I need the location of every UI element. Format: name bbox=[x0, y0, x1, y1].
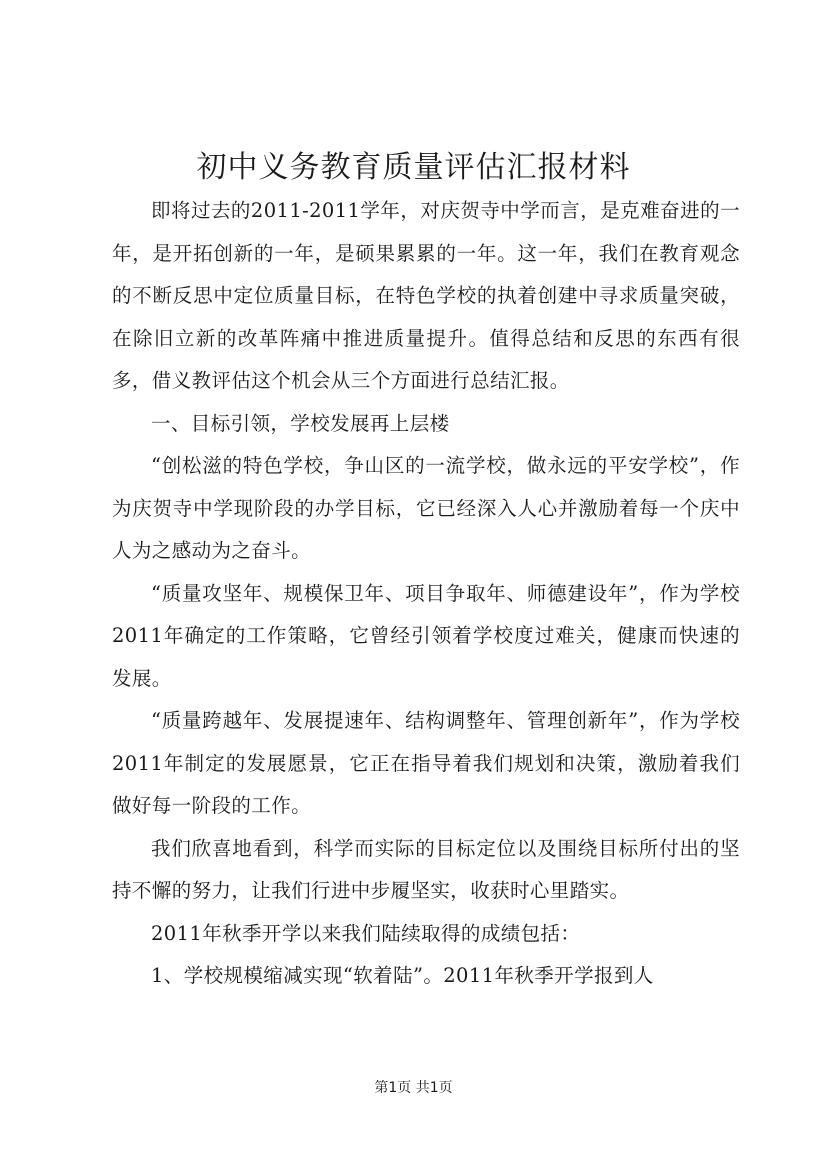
paragraph-work-strategy: “质量攻坚年、规模保卫年、项目争取年、师德建设年”，作为学校2011年确定的工作策略，它曾经引领着学校度过难关，健康而快速的发展。 bbox=[112, 581, 740, 690]
section-heading: 一、目标引领，学校发展再上层楼 bbox=[151, 411, 450, 435]
page-footer: 第1页 共1页 bbox=[374, 1080, 453, 1096]
paragraph-reflection: 我们欣喜地看到，科学而实际的目标定位以及围绕目标所付出的坚持不懈的努力，让我们行进中步履坚实，收获时心里踏实。 bbox=[112, 836, 740, 902]
paragraph-achievements-intro: 2011年秋季开学以来我们陆续取得的成绩包括： bbox=[151, 921, 581, 945]
document-body bbox=[112, 190, 740, 998]
list-item-1: 1、学校规模缩减实现“软着陆”。2011年秋季开学报到人 bbox=[151, 964, 654, 987]
paragraph-school-goal: “创松滋的特色学校，争山区的一流学校，做永远的平安学校”，作为庆贺寺中学现阶段的办学目标，它已经深入人心并激励着每一个庆中人为之感动为之奋斗。 bbox=[112, 454, 740, 562]
paragraph-development-vision: “质量跨越年、发展提速年、结构调整年、管理创新年”，作为学校2011年制定的发展愿景，它正在指导着我们规划和决策，激励着我们做好每一阶段的工作。 bbox=[112, 709, 740, 817]
document-title: 初中义务教育质量评估汇报材料 bbox=[196, 150, 631, 185]
paragraph-intro: 即将过去的2011-2011学年，对庆贺寺中学而言，是克难奋进的一年，是开拓创新的一年，是硕果累累的一年。这一年，我们在教育观念的不断反思中定位质量目标，在特色学校的执着创建中寻求质量突破，在除旧立新的改革阵痛中推进质量提升。值得总结和反思的东西有很多，借义教评估这个机会从三个方面进行总结汇报。 bbox=[112, 199, 740, 392]
